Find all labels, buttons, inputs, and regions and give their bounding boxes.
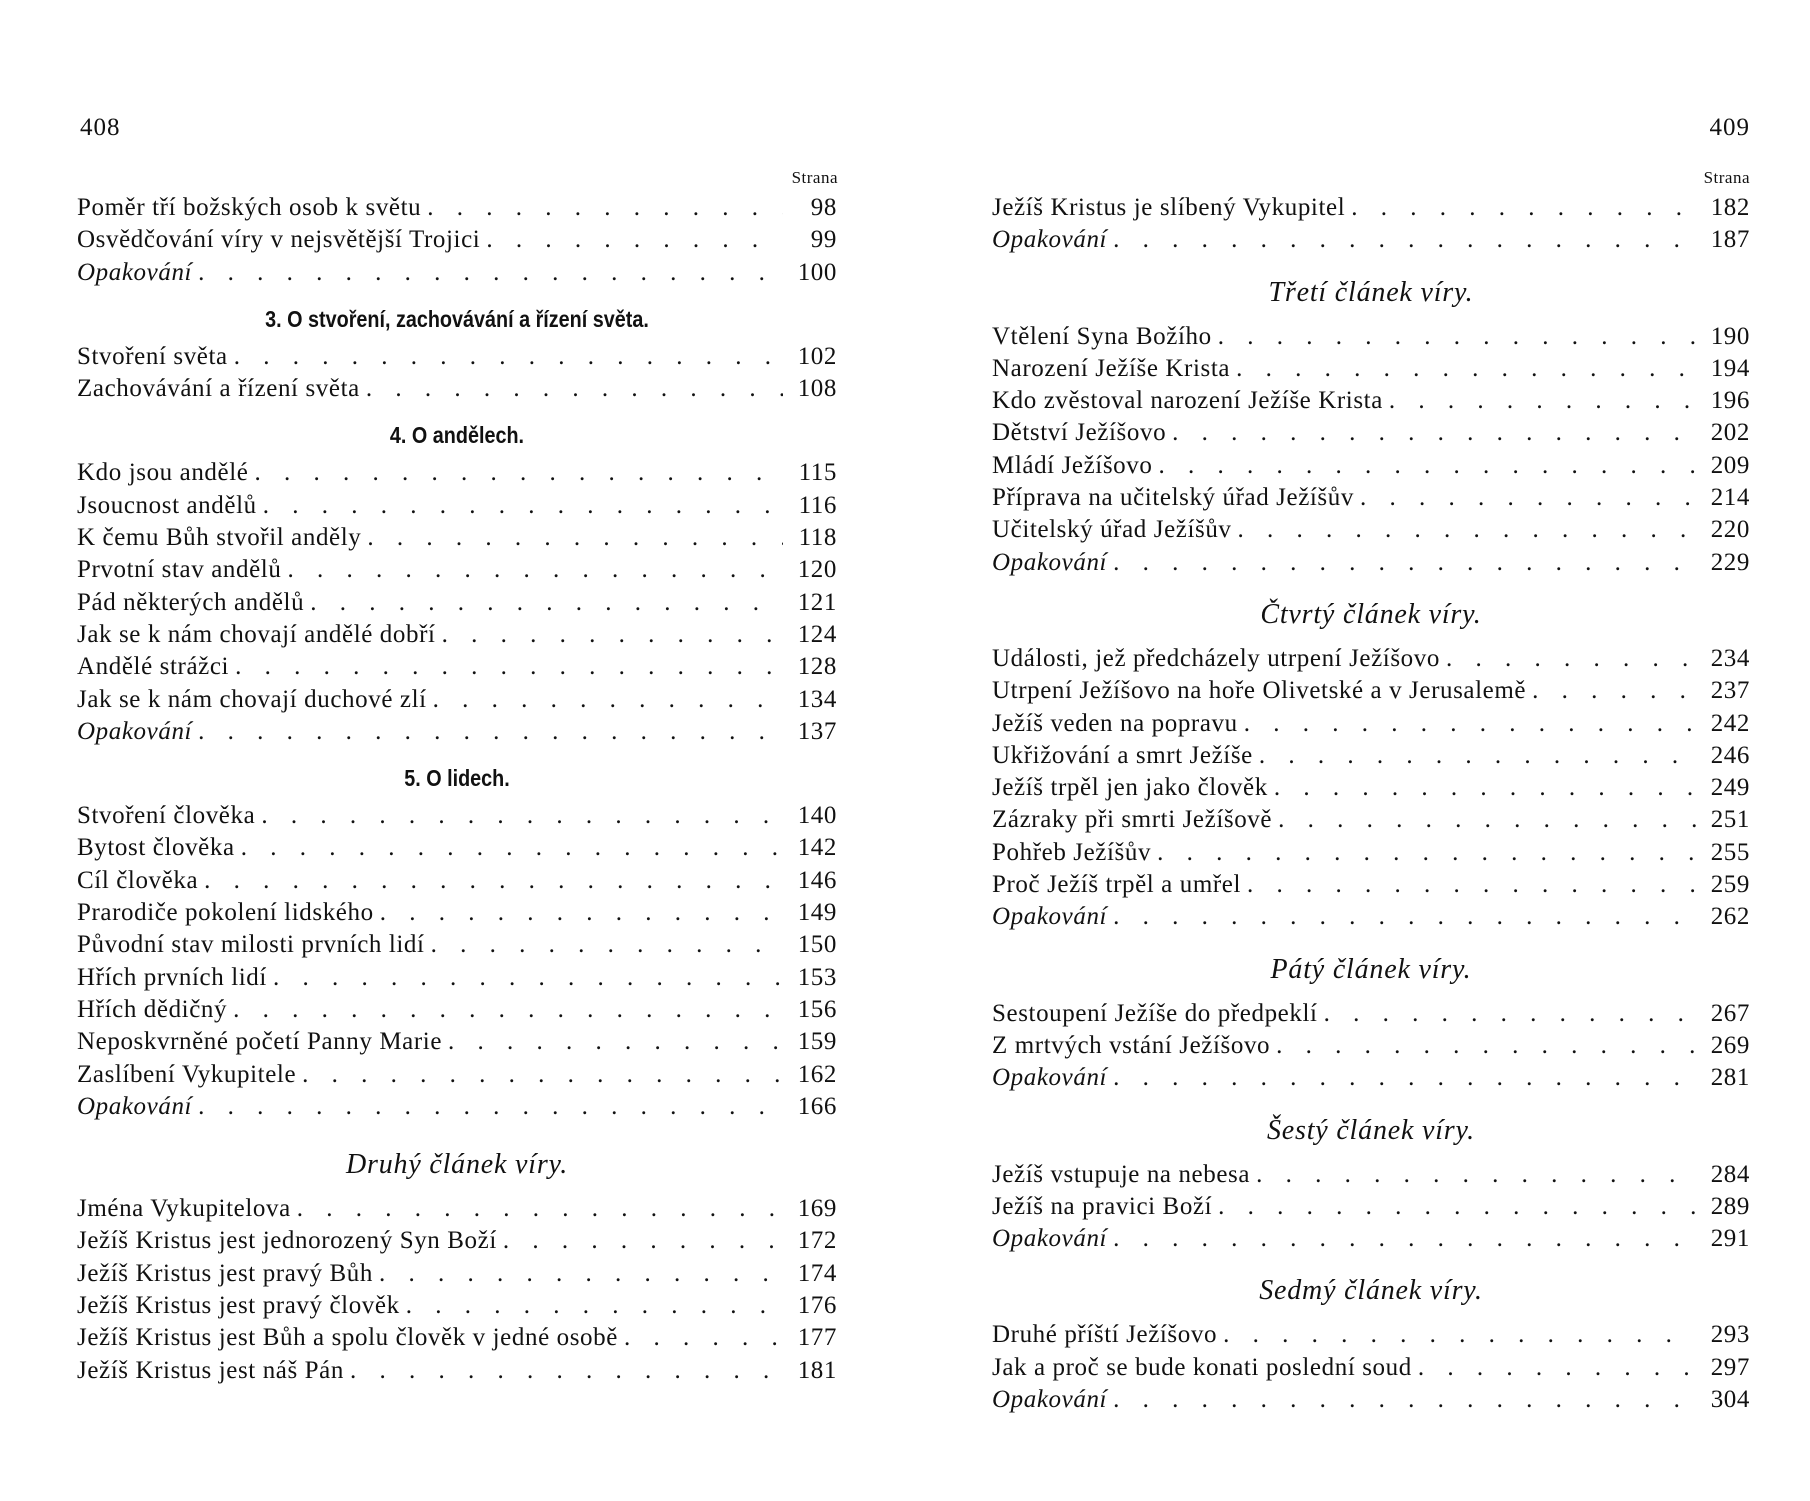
entry-title: Utrpení Ježíšovo na hoře Olivetské a v Jerusalemě bbox=[992, 677, 1527, 705]
review-entry bbox=[992, 549, 1750, 581]
page-ref: 116 bbox=[798, 491, 837, 519]
toc-entry bbox=[77, 194, 837, 226]
page-ref: 289 bbox=[1710, 1192, 1750, 1220]
toc-entry bbox=[77, 802, 837, 834]
page-ref: 121 bbox=[797, 588, 837, 616]
entry-title: Zachovávání a řízení světa bbox=[77, 375, 360, 403]
page-ref: 108 bbox=[797, 375, 837, 403]
entry-title: Opakování bbox=[992, 903, 1108, 931]
dot-leader bbox=[448, 1028, 783, 1056]
toc-entry bbox=[77, 1061, 837, 1093]
dot-leader bbox=[1113, 1064, 1696, 1092]
page-ref: 269 bbox=[1710, 1031, 1750, 1059]
page-ref: 237 bbox=[1710, 677, 1750, 705]
entry-title: Stvoření světa bbox=[77, 342, 228, 370]
page-ref: 176 bbox=[797, 1292, 837, 1320]
dot-leader bbox=[1218, 323, 1696, 351]
page-ref: 182 bbox=[1710, 194, 1750, 221]
toc-entry bbox=[77, 964, 837, 996]
page-ref: 259 bbox=[1710, 871, 1750, 899]
page-ref: 284 bbox=[1710, 1160, 1750, 1188]
toc-entry bbox=[77, 1028, 837, 1060]
page-ref: 120 bbox=[797, 556, 837, 584]
page-ref: 124 bbox=[797, 620, 837, 648]
toc-entry bbox=[77, 589, 837, 621]
toc-entry bbox=[77, 226, 837, 258]
page-ref: 153 bbox=[797, 963, 837, 991]
dot-leader bbox=[503, 1227, 783, 1255]
entry-title: Opakování bbox=[992, 226, 1108, 254]
toc-entry bbox=[992, 419, 1750, 451]
page-ref: 166 bbox=[797, 1092, 837, 1120]
toc-group bbox=[992, 1161, 1750, 1258]
toc-entry bbox=[992, 194, 1750, 226]
dot-leader bbox=[1113, 226, 1696, 254]
dot-leader bbox=[302, 1061, 783, 1089]
dot-leader bbox=[310, 589, 783, 617]
entry-title: Stvoření člověka bbox=[77, 802, 256, 830]
entry-title: Bytost člověka bbox=[77, 834, 235, 862]
dot-leader bbox=[198, 718, 783, 746]
dot-leader bbox=[1389, 387, 1696, 415]
page-ref: 146 bbox=[797, 866, 837, 894]
dot-leader bbox=[261, 802, 783, 830]
review-entry bbox=[992, 1225, 1750, 1257]
dot-leader bbox=[1324, 1000, 1696, 1028]
toc-group bbox=[992, 194, 1750, 259]
entry-title: Opakování bbox=[77, 258, 193, 286]
page-ref: 262 bbox=[1710, 903, 1750, 931]
toc-entry bbox=[992, 1321, 1750, 1353]
toc-entry bbox=[992, 1354, 1750, 1386]
review-entry bbox=[992, 226, 1750, 258]
article-heading: Sedmý článek víry. bbox=[1259, 1275, 1483, 1307]
dot-leader bbox=[1236, 355, 1696, 383]
page-ref: 98 bbox=[810, 194, 837, 221]
page-ref: 159 bbox=[797, 1028, 837, 1056]
page-ref: 134 bbox=[797, 685, 837, 713]
toc-entry bbox=[77, 834, 837, 866]
dot-leader bbox=[204, 867, 783, 895]
entry-title: Druhé příští Ježíšovo bbox=[992, 1321, 1218, 1349]
page-ref: 220 bbox=[1710, 516, 1750, 544]
entry-title: Jak se k nám chovají andělé dobří bbox=[77, 620, 436, 648]
entry-title: Prvotní stav andělů bbox=[77, 556, 282, 584]
dot-leader bbox=[433, 686, 783, 714]
page-ref: 255 bbox=[1710, 838, 1750, 866]
entry-title: Ježíš trpěl jen jako člověk bbox=[992, 774, 1268, 802]
entry-title: Ježíš Kristus je slíbený Vykupitel bbox=[992, 194, 1346, 221]
toc-entry bbox=[992, 387, 1750, 419]
strana-label: Strana bbox=[1703, 168, 1750, 187]
entry-title: Ježíš Kristus jest náš Pán bbox=[77, 1356, 344, 1384]
page-ref: 156 bbox=[797, 995, 837, 1023]
dot-leader bbox=[234, 343, 783, 371]
entry-title: Jsoucnost andělů bbox=[77, 491, 257, 519]
page-ref: 102 bbox=[797, 342, 837, 370]
entry-title: Jména Vykupitelova bbox=[77, 1195, 291, 1223]
dot-leader bbox=[366, 375, 783, 403]
article-heading: Šestý článek víry. bbox=[1267, 1114, 1475, 1146]
toc-entry bbox=[992, 1161, 1750, 1193]
entry-title: Opakování bbox=[992, 1225, 1108, 1253]
section-heading: 3. O stvoření, zachovávání a řízení světa. bbox=[265, 305, 649, 332]
toc-group bbox=[77, 1195, 837, 1389]
review-entry bbox=[992, 1386, 1750, 1418]
dot-leader bbox=[1446, 645, 1696, 673]
toc-entry bbox=[77, 343, 837, 375]
dot-leader bbox=[235, 653, 783, 681]
toc-entry bbox=[77, 492, 837, 524]
dot-leader bbox=[1276, 1032, 1696, 1060]
entry-title: Dětství Ježíšovo bbox=[992, 419, 1167, 447]
toc-group bbox=[77, 194, 837, 291]
review-entry bbox=[992, 1064, 1750, 1096]
toc-entry bbox=[77, 1324, 837, 1356]
entry-title: Mládí Ježíšovo bbox=[992, 451, 1153, 479]
entry-title: K čemu Bůh stvořil anděly bbox=[77, 524, 362, 552]
toc-entry bbox=[77, 1292, 837, 1324]
entry-title: Zázraky při smrti Ježíšově bbox=[992, 806, 1273, 834]
toc-group bbox=[992, 1000, 1750, 1097]
page-ref: 149 bbox=[797, 899, 837, 927]
entry-title: Jak a proč se bude konati poslední soud bbox=[992, 1353, 1412, 1381]
strana-label: Strana bbox=[791, 168, 838, 187]
entry-title: Příprava na učitelský úřad Ježíšův bbox=[992, 484, 1354, 512]
dot-leader bbox=[1157, 839, 1696, 867]
dot-leader bbox=[233, 996, 783, 1024]
dot-leader bbox=[379, 1260, 783, 1288]
dot-leader bbox=[380, 899, 783, 927]
dot-leader bbox=[624, 1324, 783, 1352]
toc-entry bbox=[77, 556, 837, 588]
page-number: 409 bbox=[1709, 114, 1750, 141]
entry-title: Poměr tří božských osob k světu bbox=[77, 194, 422, 221]
toc-entry bbox=[77, 1195, 837, 1227]
page-ref: 115 bbox=[798, 459, 837, 487]
entry-title: Opakování bbox=[992, 1386, 1108, 1414]
toc-group bbox=[77, 459, 837, 750]
page-ref: 249 bbox=[1710, 774, 1750, 802]
page-ref: 297 bbox=[1710, 1353, 1750, 1381]
dot-leader bbox=[350, 1357, 783, 1385]
toc-entry bbox=[77, 375, 837, 407]
entry-title: Ježíš vstupuje na nebesa bbox=[992, 1160, 1251, 1188]
page-ref: 202 bbox=[1710, 419, 1750, 447]
dot-leader bbox=[1218, 1193, 1696, 1221]
page-ref: 251 bbox=[1710, 806, 1750, 834]
toc-entry bbox=[992, 1193, 1750, 1225]
toc-entry bbox=[77, 996, 837, 1028]
dot-leader bbox=[486, 226, 783, 254]
entry-title: Prarodiče pokolení lidského bbox=[77, 899, 374, 927]
entry-title: Opakování bbox=[992, 548, 1108, 576]
page-ref: 187 bbox=[1710, 226, 1750, 254]
article-heading: Třetí článek víry. bbox=[1268, 276, 1474, 308]
toc-entry bbox=[992, 1000, 1750, 1032]
page-ref: 100 bbox=[797, 258, 837, 286]
toc-group bbox=[992, 645, 1750, 936]
page-ref: 172 bbox=[797, 1227, 837, 1255]
toc-entry bbox=[77, 1227, 837, 1259]
dot-leader bbox=[254, 459, 783, 487]
entry-title: Kdo jsou andělé bbox=[77, 459, 249, 487]
page-ref: 99 bbox=[810, 226, 837, 254]
toc-group bbox=[992, 1321, 1750, 1418]
page-ref: 177 bbox=[797, 1324, 837, 1352]
dot-leader bbox=[263, 492, 783, 520]
entry-title: Ježíš Kristus jest pravý Bůh bbox=[77, 1259, 373, 1287]
page-ref: 293 bbox=[1710, 1321, 1750, 1349]
toc-group bbox=[77, 802, 837, 1125]
toc-entry bbox=[992, 871, 1750, 903]
toc-entry bbox=[992, 323, 1750, 355]
dot-leader bbox=[1113, 1225, 1696, 1253]
dot-leader bbox=[1244, 710, 1696, 738]
toc-entry bbox=[992, 484, 1750, 516]
dot-leader bbox=[1247, 871, 1696, 899]
entry-title: Opakování bbox=[77, 1092, 193, 1120]
toc-entry bbox=[992, 516, 1750, 548]
page-ref: 162 bbox=[797, 1060, 837, 1088]
entry-title: Hřích prvních lidí bbox=[77, 963, 267, 991]
right-page bbox=[905, 0, 1810, 1501]
dot-leader bbox=[1274, 774, 1696, 802]
dot-leader bbox=[431, 931, 783, 959]
page-ref: 304 bbox=[1710, 1386, 1750, 1414]
toc-entry bbox=[992, 645, 1750, 677]
review-entry bbox=[77, 259, 837, 291]
entry-title: Sestoupení Ježíše do předpeklí bbox=[992, 999, 1318, 1027]
dot-leader bbox=[1172, 419, 1696, 447]
entry-title: Cíl člověka bbox=[77, 866, 199, 894]
entry-title: Hřích dědičný bbox=[77, 995, 228, 1023]
page-ref: 242 bbox=[1710, 709, 1750, 737]
entry-title: Andělé strážci bbox=[77, 653, 230, 681]
dot-leader bbox=[241, 834, 783, 862]
section-heading: 4. O andělech. bbox=[389, 422, 525, 449]
toc-entry bbox=[992, 1032, 1750, 1064]
page-ref: 174 bbox=[797, 1259, 837, 1287]
page-ref: 267 bbox=[1710, 999, 1750, 1027]
dot-leader bbox=[1223, 1321, 1696, 1349]
page-ref: 181 bbox=[797, 1356, 837, 1384]
toc-group bbox=[992, 323, 1750, 581]
page-ref: 194 bbox=[1710, 354, 1750, 382]
page-ref: 234 bbox=[1710, 644, 1750, 672]
entry-title: Ježíš Kristus jest pravý člověk bbox=[77, 1292, 400, 1320]
toc-entry bbox=[992, 742, 1750, 774]
page-ref: 214 bbox=[1710, 484, 1750, 512]
toc-entry bbox=[77, 1260, 837, 1292]
dot-leader bbox=[297, 1195, 783, 1223]
entry-title: Opakování bbox=[992, 1064, 1108, 1092]
dot-leader bbox=[1113, 1386, 1696, 1414]
page-ref: 140 bbox=[797, 802, 837, 830]
section-heading: 5. O lidech. bbox=[404, 765, 510, 792]
dot-leader bbox=[1158, 452, 1696, 480]
dot-leader bbox=[1360, 484, 1696, 512]
dot-leader bbox=[427, 194, 783, 222]
dot-leader bbox=[406, 1292, 783, 1320]
toc-entry bbox=[77, 653, 837, 685]
toc-entry bbox=[992, 677, 1750, 709]
page-ref: 190 bbox=[1710, 322, 1750, 350]
dot-leader bbox=[1351, 194, 1696, 222]
page-number: 408 bbox=[80, 114, 121, 141]
entry-title: Ukřižování a smrt Ježíše bbox=[992, 741, 1253, 769]
page-ref: 281 bbox=[1710, 1064, 1750, 1092]
page-ref: 150 bbox=[797, 931, 837, 959]
page-ref: 118 bbox=[798, 524, 837, 552]
review-entry bbox=[77, 718, 837, 750]
toc-entry bbox=[992, 452, 1750, 484]
entry-title: Ježíš veden na popravu bbox=[992, 709, 1238, 737]
toc-entry bbox=[992, 355, 1750, 387]
entry-title: Proč Ježíš trpěl a umřel bbox=[992, 871, 1242, 899]
entry-title: Ježíš na pravici Boží bbox=[992, 1192, 1213, 1220]
toc-entry bbox=[992, 774, 1750, 806]
entry-title: Události, jež předcházely utrpení Ježíšovo bbox=[992, 644, 1440, 672]
article-heading: Pátý článek víry. bbox=[1270, 953, 1472, 985]
entry-title: Učitelský úřad Ježíšův bbox=[992, 516, 1232, 544]
entry-title: Pád některých andělů bbox=[77, 588, 305, 616]
dot-leader bbox=[1259, 742, 1696, 770]
dot-leader bbox=[1238, 516, 1696, 544]
page-ref: 142 bbox=[797, 834, 837, 862]
page-ref: 137 bbox=[797, 717, 837, 745]
page-ref: 291 bbox=[1710, 1225, 1750, 1253]
article-heading: Čtvrtý článek víry. bbox=[1260, 598, 1482, 630]
page-ref: 169 bbox=[797, 1195, 837, 1223]
entry-title: Opakování bbox=[77, 717, 193, 745]
entry-title: Vtělení Syna Božího bbox=[992, 322, 1212, 350]
review-entry bbox=[77, 1093, 837, 1125]
entry-title: Pohřeb Ježíšův bbox=[992, 838, 1152, 866]
dot-leader bbox=[1418, 1354, 1696, 1382]
dot-leader bbox=[198, 1093, 783, 1121]
dot-leader bbox=[1278, 806, 1696, 834]
review-entry bbox=[992, 903, 1750, 935]
toc-group bbox=[77, 343, 837, 408]
dot-leader bbox=[273, 964, 783, 992]
toc-entry bbox=[77, 931, 837, 963]
toc-entry bbox=[77, 459, 837, 491]
toc-entry bbox=[77, 1357, 837, 1389]
entry-title: Ježíš Kristus jest jednorozený Syn Boží bbox=[77, 1227, 497, 1255]
article-heading: Druhý článek víry. bbox=[346, 1149, 568, 1181]
page-ref: 229 bbox=[1710, 548, 1750, 576]
entry-title: Jak se k nám chovají duchové zlí bbox=[77, 685, 427, 713]
dot-leader bbox=[442, 621, 783, 649]
dot-leader bbox=[1256, 1161, 1696, 1189]
toc-entry bbox=[992, 710, 1750, 742]
entry-title: Narození Ježíše Krista bbox=[992, 354, 1231, 382]
toc-entry bbox=[77, 899, 837, 931]
toc-entry bbox=[77, 867, 837, 899]
toc-entry bbox=[77, 524, 837, 556]
page-ref: 196 bbox=[1710, 387, 1750, 415]
dot-leader bbox=[287, 556, 783, 584]
dot-leader bbox=[198, 259, 783, 287]
entry-title: Ježíš Kristus jest Bůh a spolu člověk v jedné osobě bbox=[77, 1324, 618, 1352]
toc-entry bbox=[992, 806, 1750, 838]
toc-right bbox=[992, 194, 1750, 1418]
toc-entry bbox=[992, 839, 1750, 871]
toc-left bbox=[77, 194, 837, 1389]
toc-entry bbox=[77, 686, 837, 718]
entry-title: Zaslíbení Vykupitele bbox=[77, 1060, 297, 1088]
page-ref: 128 bbox=[797, 653, 837, 681]
entry-title: Kdo zvěstoval narození Ježíše Krista bbox=[992, 387, 1383, 415]
page-ref: 209 bbox=[1710, 451, 1750, 479]
entry-title: Původní stav milosti prvních lidí bbox=[77, 931, 425, 959]
entry-title: Neposkvrněné početí Panny Marie bbox=[77, 1028, 443, 1056]
dot-leader bbox=[1113, 549, 1696, 577]
dot-leader bbox=[1532, 677, 1696, 705]
dot-leader bbox=[1113, 903, 1696, 931]
page-ref: 246 bbox=[1710, 741, 1750, 769]
dot-leader bbox=[367, 524, 783, 552]
entry-title: Osvědčování víry v nejsvětější Trojici bbox=[77, 226, 481, 254]
toc-entry bbox=[77, 621, 837, 653]
entry-title: Z mrtvých vstání Ježíšovo bbox=[992, 1031, 1271, 1059]
